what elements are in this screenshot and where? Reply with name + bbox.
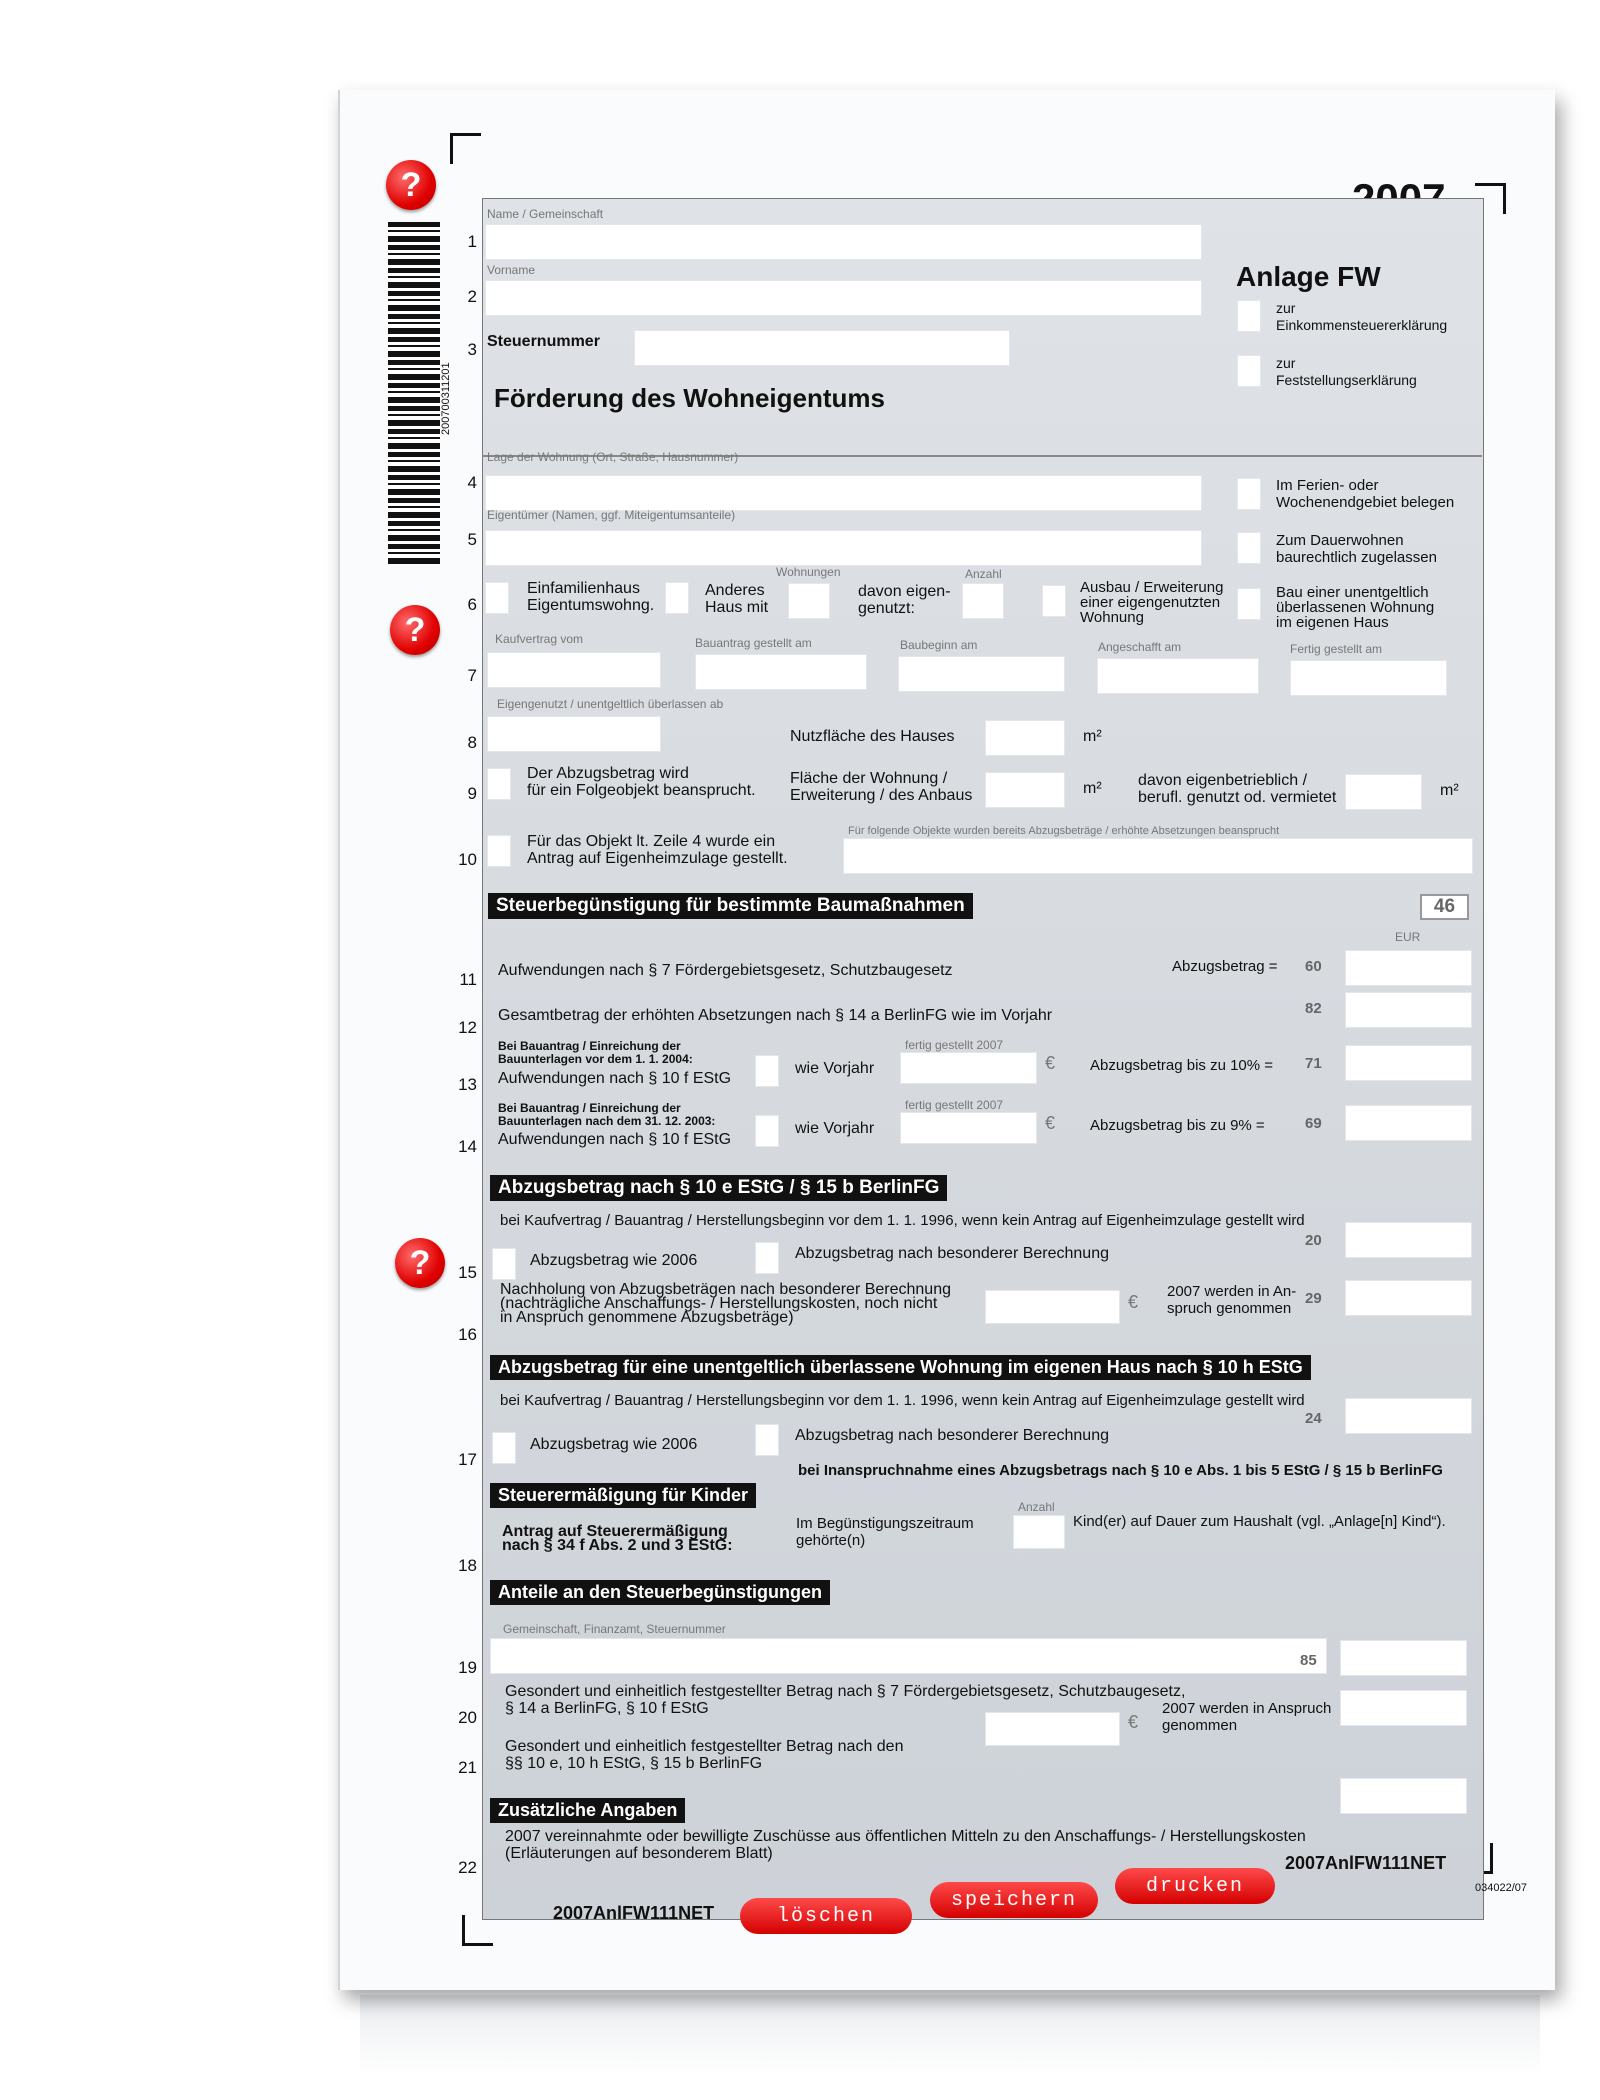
- checkbox-efh[interactable]: [485, 582, 509, 614]
- row12-amount[interactable]: [1345, 992, 1472, 1028]
- label-row18c: Kind(er) auf Dauer zum Haushalt (vgl. „Anlage[n] Kind“).: [1073, 1513, 1446, 1530]
- line-number: 12: [458, 1018, 477, 1037]
- checkbox-ferien[interactable]: [1237, 478, 1261, 510]
- anzahl-input[interactable]: [962, 583, 1004, 619]
- checkbox-row13-wie-vorjahr[interactable]: [755, 1055, 779, 1087]
- section-header-anteile: Anteile an den Steuerbegünstigungen: [490, 1580, 830, 1605]
- label-feststellung: zur Feststellungserklärung: [1276, 355, 1417, 388]
- checkbox-ausbau[interactable]: [1042, 585, 1066, 617]
- vorname-input[interactable]: [485, 280, 1202, 316]
- label-fertig-gestellt: fertig gestellt 2007: [905, 1038, 1004, 1052]
- line-number: 21: [458, 1758, 477, 1777]
- kaufvertrag-input[interactable]: [487, 652, 661, 688]
- form-number: 034022/07: [1475, 1882, 1527, 1894]
- row21-input[interactable]: [985, 1712, 1120, 1746]
- label-row20: Gesondert und einheitlich festgestellter Betrag nach § 7 Fördergebietsgesetz, Schutzbaugesetz, § 14 a BerlinFG, § 10 f EStG: [505, 1683, 1186, 1717]
- line-number: 9: [467, 784, 477, 803]
- checkbox-row14-wie-vorjahr[interactable]: [755, 1115, 779, 1147]
- label-wie-vorjahr: wie Vorjahr: [795, 1120, 875, 1137]
- checkbox-bau-unentg[interactable]: [1237, 588, 1261, 620]
- checkbox-row15-besonders[interactable]: [755, 1242, 779, 1274]
- section-header-baumassnahmen: Steuerbegünstigung für bestimmte Baumaßnahmen: [488, 893, 973, 919]
- flaeche-input[interactable]: [985, 772, 1065, 808]
- label-row21: Gesondert und einheitlich festgestellter Betrag nach den §§ 10 e, 10 h EStG, § 15 b BerlinFG: [505, 1738, 904, 1772]
- label-besonders: Abzugsbetrag nach besonderer Berechnung: [795, 1427, 1109, 1444]
- unit-m2: m²: [1440, 782, 1459, 799]
- label-row16b: 2007 werden in An- spruch genommen: [1167, 1283, 1297, 1317]
- checkbox-feststellung[interactable]: [1237, 355, 1261, 387]
- checkbox-folgeobjekt[interactable]: [487, 768, 511, 800]
- label-anzahl: Anzahl: [965, 567, 1002, 581]
- label-ausbau: Ausbau / Erweiterung einer eigengenutzten Wohnung: [1080, 579, 1224, 626]
- row16-amount[interactable]: [1345, 1280, 1472, 1316]
- unit-m2: m²: [1083, 780, 1102, 797]
- label-row12: Gesamtbetrag der erhöhten Absetzungen nach § 14 a BerlinFG wie im Vorjahr: [498, 1007, 1053, 1024]
- section-header-10e: Abzugsbetrag nach § 10 e EStG / § 15 b BerlinFG: [490, 1175, 947, 1201]
- line-number: 20: [458, 1708, 477, 1727]
- unit-m2: m²: [1083, 728, 1102, 745]
- steuernummer-input[interactable]: [634, 330, 1010, 366]
- label-angeschafft: Angeschafft am: [1098, 640, 1182, 654]
- label-row13b: Aufwendungen nach § 10 f EStG: [498, 1070, 732, 1087]
- anlage-title: Anlage FW: [1236, 261, 1381, 292]
- row13-fertig-input[interactable]: [900, 1052, 1037, 1084]
- row16-input[interactable]: [985, 1290, 1120, 1324]
- label-kaufvertrag: Kaufvertrag vom: [495, 632, 584, 646]
- row19-amount[interactable]: [1340, 1640, 1467, 1676]
- label-dauer: Zum Dauerwohnen baurechtlich zugelassen: [1276, 532, 1437, 566]
- label-flaeche: Fläche der Wohnung / Erweiterung / des Anbaus: [790, 770, 973, 804]
- label-anzahl: Anzahl: [1018, 1500, 1055, 1514]
- nutzflaeche-input[interactable]: [985, 720, 1065, 756]
- line-number: 8: [467, 733, 477, 752]
- row18-anzahl-input[interactable]: [1013, 1515, 1065, 1549]
- label-nutzflaeche: Nutzfläche des Hauses: [790, 728, 955, 745]
- line-number: 14: [458, 1137, 477, 1156]
- fertig-input[interactable]: [1290, 660, 1447, 696]
- row11-amount[interactable]: [1345, 950, 1472, 986]
- sheet-reflection: [360, 1995, 1540, 2075]
- code-60: 60: [1305, 958, 1322, 975]
- euro-sign: €: [1045, 1113, 1056, 1133]
- drucken-button[interactable]: drucken: [1115, 1868, 1275, 1904]
- angeschafft-input[interactable]: [1097, 658, 1259, 694]
- barcode-number: 200700311201: [440, 362, 452, 435]
- line-number: 16: [458, 1325, 477, 1344]
- line-number: 11: [459, 970, 477, 989]
- code-24: 24: [1305, 1410, 1322, 1427]
- label-vorname: Vorname: [487, 263, 536, 277]
- row20-amount[interactable]: [1340, 1690, 1467, 1726]
- label-fertig-gestellt: fertig gestellt 2007: [905, 1098, 1004, 1112]
- line-number: 6: [467, 595, 477, 614]
- label-gemeinschaft: Gemeinschaft, Finanzamt, Steuernummer: [503, 1622, 726, 1636]
- label-row21b: 2007 werden in Anspruch genommen: [1162, 1700, 1332, 1734]
- label-row13c: Abzugsbetrag bis zu 10% =: [1090, 1057, 1274, 1074]
- label-fertig: Fertig gestellt am: [1290, 642, 1383, 656]
- code-20: 20: [1305, 1232, 1322, 1249]
- label-row14b: Aufwendungen nach § 10 f EStG: [498, 1131, 732, 1148]
- name-input[interactable]: [485, 224, 1202, 260]
- code-69: 69: [1305, 1115, 1322, 1132]
- baubeginn-input[interactable]: [898, 656, 1065, 692]
- label-ferien: Im Ferien- oder Wochenendgebiet belegen: [1276, 477, 1455, 511]
- euro-sign: €: [1128, 1292, 1139, 1312]
- euro-sign: €: [1128, 1712, 1139, 1732]
- label-wie2006: Abzugsbetrag wie 2006: [530, 1252, 698, 1269]
- section-header-kinder: Steuerermäßigung für Kinder: [490, 1483, 756, 1508]
- label-row18b: Im Begünstigungszeitraum gehörte(n): [796, 1515, 974, 1549]
- speichern-button[interactable]: speichern: [930, 1882, 1098, 1918]
- row13-amount[interactable]: [1345, 1045, 1472, 1081]
- code-85: 85: [1300, 1652, 1317, 1669]
- label-baubeginn: Baubeginn am: [900, 638, 978, 652]
- line-number: 22: [458, 1858, 477, 1877]
- checkbox-row15-wie2006[interactable]: [492, 1248, 516, 1280]
- label-bauantrag: Bauantrag gestellt am: [695, 636, 812, 650]
- label-steuernummer: Steuernummer: [487, 333, 600, 350]
- label-einkommensteuer: zur Einkommensteuererklärung: [1276, 300, 1448, 333]
- line-number: 13: [458, 1075, 477, 1094]
- label-lage: Lage der Wohnung (Ort, Straße, Hausnummer): [487, 450, 739, 464]
- label-folgeobjekt: Der Abzugsbetrag wird für ein Folgeobjekt beansprucht.: [527, 765, 756, 799]
- line-number: 4: [467, 473, 477, 492]
- eigentuemer-input[interactable]: [485, 530, 1202, 566]
- checkbox-einkommensteuer[interactable]: [1237, 300, 1261, 332]
- label-eigentuemer: Eigentümer (Namen, ggf. Miteigentumsanteile): [487, 508, 736, 522]
- form-code: 2007AnlFW111NET: [1285, 1853, 1447, 1873]
- checkbox-dauer[interactable]: [1237, 532, 1261, 564]
- bauantrag-input[interactable]: [695, 654, 867, 690]
- section-code: 46: [1420, 894, 1469, 920]
- label-row14a: Bei Bauantrag / Einreichung der Bauunterlagen nach dem 31. 12. 2003:: [498, 1101, 716, 1128]
- label-row14c: Abzugsbetrag bis zu 9% =: [1090, 1117, 1265, 1134]
- label-anderes: Anderes Haus mit: [705, 582, 769, 616]
- label-wohnungen: Wohnungen: [776, 565, 841, 579]
- section-header-zusaetzlich: Zusätzliche Angaben: [490, 1798, 685, 1823]
- label-eur: EUR: [1395, 930, 1421, 944]
- line-number: 3: [467, 340, 477, 359]
- label-s3sub: bei Kaufvertrag / Bauantrag / Herstellungsbeginn vor dem 1. 1. 1996, wenn kein Antrag auf Eigenheimzulage gestellt wird: [500, 1392, 1305, 1409]
- checkbox-objekt[interactable]: [487, 835, 511, 867]
- label-folgende: Für folgende Objekte wurden bereits Abzugsbeträge / erhöhte Absetzungen beansprucht: [848, 825, 1280, 837]
- label-row22: 2007 vereinnahmte oder bewilligte Zuschüsse aus öffentlichen Mitteln zu den Anschaffungs- / Herstellungskosten (Erläuterungen auf besonderem Blatt): [505, 1828, 1306, 1862]
- euro-sign: €: [1045, 1053, 1056, 1073]
- checkbox-row17-besonders[interactable]: [755, 1424, 779, 1456]
- row22-amount[interactable]: [1340, 1778, 1467, 1814]
- help-icon[interactable]: ?: [386, 160, 436, 210]
- help-icon[interactable]: ?: [395, 1238, 445, 1288]
- form-title: Förderung des Wohneigentums: [494, 383, 885, 413]
- barcode: [388, 222, 440, 564]
- label-wie-vorjahr: wie Vorjahr: [795, 1060, 875, 1077]
- code-82: 82: [1305, 1000, 1322, 1017]
- label-row18a: Antrag auf Steuerermäßigung nach § 34 f Abs. 2 und 3 EStG:: [502, 1523, 733, 1554]
- checkbox-anderes[interactable]: [665, 582, 689, 614]
- label-row13a: Bei Bauantrag / Einreichung der Bauunterlagen vor dem 1. 1. 2004:: [498, 1039, 693, 1066]
- line-number: 18: [458, 1556, 477, 1575]
- line-number: 7: [467, 666, 477, 685]
- label-bau-unentg: Bau einer unentgeltlich überlassenen Wohnung im eigenen Haus: [1276, 584, 1435, 631]
- label-s4b: bei Inanspruchnahme eines Abzugsbetrags nach § 10 e Abs. 1 bis 5 EStG / § 15 b BerlinFG: [798, 1462, 1443, 1479]
- row17-amount[interactable]: [1345, 1398, 1472, 1434]
- line-number: 15: [458, 1263, 477, 1282]
- line-number: 2: [467, 287, 477, 306]
- row14-fertig-input[interactable]: [900, 1112, 1037, 1144]
- label-eigenbetr: davon eigenbetrieblich / berufl. genutzt od. vermietet: [1138, 772, 1337, 806]
- loeschen-button[interactable]: löschen: [740, 1898, 912, 1934]
- label-name: Name / Gemeinschaft: [487, 207, 604, 221]
- label-row11: Aufwendungen nach § 7 Fördergebietsgesetz, Schutzbaugesetz: [498, 962, 953, 979]
- code-71: 71: [1305, 1055, 1322, 1072]
- label-besonders: Abzugsbetrag nach besonderer Berechnung: [795, 1245, 1109, 1262]
- wohnungen-input[interactable]: [788, 583, 830, 619]
- line-number: 5: [467, 530, 477, 549]
- label-efh: Einfamilienhaus Eigentumswohng.: [527, 580, 655, 614]
- label-eigengenutzt: Eigengenutzt / unentgeltlich überlassen ab: [497, 697, 724, 711]
- label-s2sub: bei Kaufvertrag / Bauantrag / Herstellungsbeginn vor dem 1. 1. 1996, wenn kein Antrag auf Eigenheimzulage gestellt wird: [500, 1212, 1305, 1229]
- eigengenutzt-input[interactable]: [487, 716, 661, 752]
- eigenbetr-input[interactable]: [1345, 774, 1422, 810]
- label-abzugsbetrag: Abzugsbetrag =: [1172, 958, 1278, 975]
- checkbox-row17-wie2006[interactable]: [492, 1432, 516, 1464]
- code-29: 29: [1305, 1290, 1322, 1307]
- row14-amount[interactable]: [1345, 1105, 1472, 1141]
- label-objekt: Für das Objekt lt. Zeile 4 wurde ein Antrag auf Eigenheimzulage gestellt.: [527, 833, 788, 867]
- label-davon: davon eigen- genutzt:: [858, 583, 951, 617]
- line-number: 10: [458, 850, 477, 869]
- section-header-10h: Abzugsbetrag für eine unentgeltlich überlassene Wohnung im eigenen Haus nach § 10 h EStG: [490, 1355, 1311, 1380]
- crop-mark-tl: [450, 133, 481, 164]
- label-wie2006: Abzugsbetrag wie 2006: [530, 1436, 698, 1453]
- line-number: 1: [467, 232, 477, 251]
- folgende-input[interactable]: [843, 838, 1473, 874]
- line-number: 17: [458, 1450, 477, 1469]
- help-icon[interactable]: ?: [390, 605, 440, 655]
- label-row16: Nachholung von Abzugsbeträgen nach besonderer Berechnung (nachträgliche Anschaffungs- / Herstellungskosten, noch nicht in Anspruch genommene Abzugsbeträge): [500, 1281, 951, 1326]
- row19-input[interactable]: [490, 1638, 1327, 1674]
- line-number: 19: [458, 1658, 477, 1677]
- lage-input[interactable]: [485, 475, 1202, 511]
- form-code-bottom: 2007AnlFW111NET: [553, 1903, 715, 1923]
- row15-amount[interactable]: [1345, 1222, 1472, 1258]
